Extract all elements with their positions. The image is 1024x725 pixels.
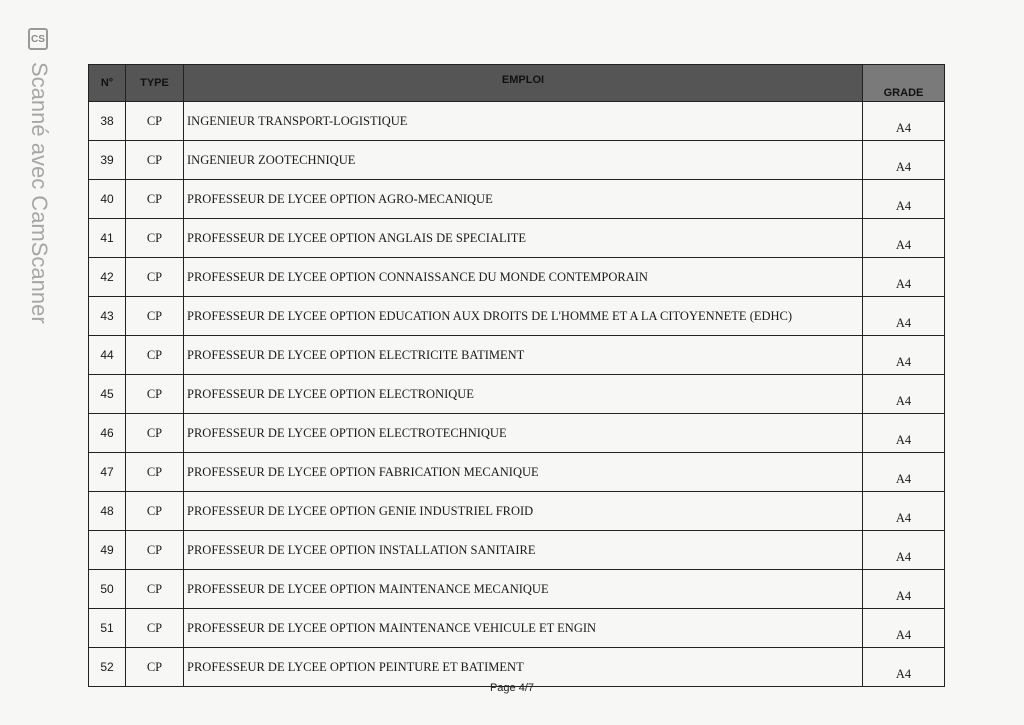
row-number: 44 (89, 336, 126, 375)
row-type: CP (126, 141, 184, 180)
table-row (89, 648, 945, 687)
row-grade: A4 (863, 414, 945, 453)
row-emploi: PROFESSEUR DE LYCEE OPTION MAINTENANCE MECANIQUE (184, 570, 863, 609)
table-row (89, 570, 945, 609)
row-type: CP (126, 492, 184, 531)
row-emploi: PROFESSEUR DE LYCEE OPTION MAINTENANCE VEHICULE ET ENGIN (184, 609, 863, 648)
row-emploi: PROFESSEUR DE LYCEE OPTION CONNAISSANCE DU MONDE CONTEMPORAIN (184, 258, 863, 297)
row-emploi: PROFESSEUR DE LYCEE OPTION FABRICATION MECANIQUE (184, 453, 863, 492)
row-type: CP (126, 258, 184, 297)
row-type: CP (126, 531, 184, 570)
table-row (89, 375, 945, 414)
table-row (89, 219, 945, 258)
row-type: CP (126, 102, 184, 141)
table-row (89, 414, 945, 453)
row-type: CP (126, 414, 184, 453)
row-emploi: PROFESSEUR DE LYCEE OPTION ELECTRONIQUE (184, 375, 863, 414)
row-emploi: PROFESSEUR DE LYCEE OPTION ANGLAIS DE SPECIALITE (184, 219, 863, 258)
row-grade: A4 (863, 141, 945, 180)
row-grade: A4 (863, 531, 945, 570)
table-row (89, 258, 945, 297)
page-number: Page 4/7 (489, 682, 535, 694)
row-number: 49 (89, 531, 126, 570)
row-type: CP (126, 648, 184, 687)
header-type: TYPE (126, 65, 184, 102)
row-number: 51 (89, 609, 126, 648)
row-number: 47 (89, 453, 126, 492)
row-grade: A4 (863, 258, 945, 297)
camscanner-logo-icon: CS (28, 28, 48, 50)
row-grade: A4 (863, 453, 945, 492)
table-row (89, 336, 945, 375)
row-type: CP (126, 180, 184, 219)
row-grade: A4 (863, 102, 945, 141)
header-no: N° (89, 65, 126, 102)
camscanner-watermark (22, 28, 62, 388)
row-type: CP (126, 609, 184, 648)
row-number: 43 (89, 297, 126, 336)
row-grade: A4 (863, 492, 945, 531)
row-number: 48 (89, 492, 126, 531)
header-emploi: EMPLOI (184, 65, 863, 102)
table-header-row (89, 65, 945, 102)
row-grade: A4 (863, 375, 945, 414)
row-number: 38 (89, 102, 126, 141)
row-number: 50 (89, 570, 126, 609)
row-grade: A4 (863, 180, 945, 219)
watermark-text: Scanné avec CamScanner (27, 62, 52, 324)
table-row (89, 180, 945, 219)
row-type: CP (126, 453, 184, 492)
row-emploi: PROFESSEUR DE LYCEE OPTION GENIE INDUSTRIEL FROID (184, 492, 863, 531)
row-grade: A4 (863, 297, 945, 336)
row-type: CP (126, 297, 184, 336)
table-row (89, 453, 945, 492)
row-type: CP (126, 375, 184, 414)
row-emploi: PROFESSEUR DE LYCEE OPTION EDUCATION AUX DROITS DE L'HOMME ET A LA CITOYENNETE (EDHC) (184, 297, 863, 336)
row-number: 52 (89, 648, 126, 687)
row-grade: A4 (863, 219, 945, 258)
table-row (89, 492, 945, 531)
row-emploi: PROFESSEUR DE LYCEE OPTION AGRO-MECANIQUE (184, 180, 863, 219)
row-grade: A4 (863, 570, 945, 609)
row-number: 40 (89, 180, 126, 219)
row-number: 46 (89, 414, 126, 453)
row-type: CP (126, 336, 184, 375)
table-row (89, 609, 945, 648)
row-grade: A4 (863, 648, 945, 687)
row-emploi: PROFESSEUR DE LYCEE OPTION ELECTROTECHNIQUE (184, 414, 863, 453)
row-emploi: INGENIEUR ZOOTECHNIQUE (184, 141, 863, 180)
row-emploi: PROFESSEUR DE LYCEE OPTION INSTALLATION SANITAIRE (184, 531, 863, 570)
row-grade: A4 (863, 336, 945, 375)
row-number: 45 (89, 375, 126, 414)
row-number: 41 (89, 219, 126, 258)
row-type: CP (126, 219, 184, 258)
table-row (89, 297, 945, 336)
table-row (89, 102, 945, 141)
row-number: 42 (89, 258, 126, 297)
header-grade: GRADE (863, 65, 945, 102)
row-emploi: INGENIEUR TRANSPORT-LOGISTIQUE (184, 102, 863, 141)
table-row (89, 531, 945, 570)
table-row (89, 141, 945, 180)
row-emploi: PROFESSEUR DE LYCEE OPTION ELECTRICITE BATIMENT (184, 336, 863, 375)
row-grade: A4 (863, 609, 945, 648)
emploi-table (88, 64, 945, 687)
row-emploi: PROFESSEUR DE LYCEE OPTION PEINTURE ET BATIMENT (184, 648, 863, 687)
row-type: CP (126, 570, 184, 609)
row-number: 39 (89, 141, 126, 180)
